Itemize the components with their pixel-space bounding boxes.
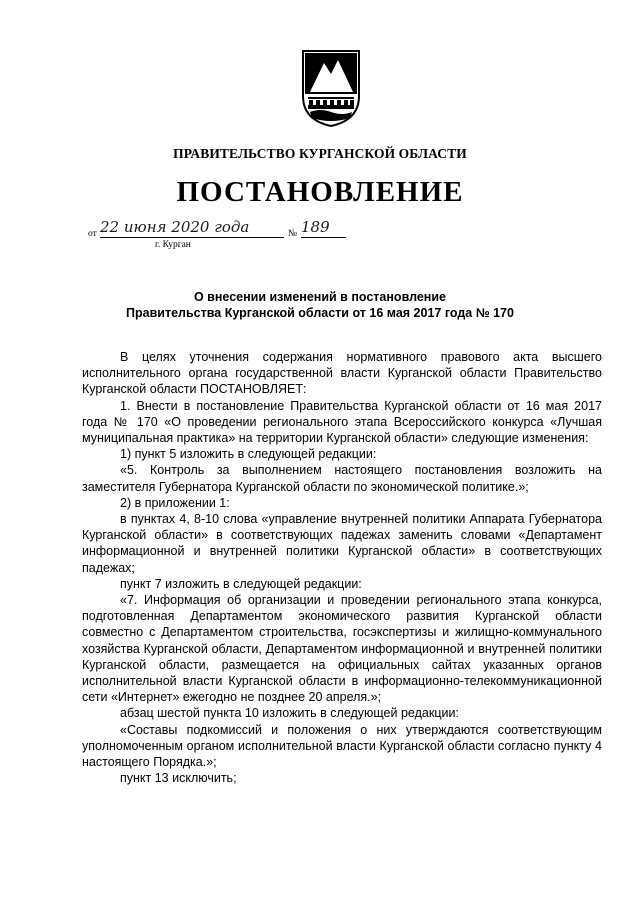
paragraph: В целях уточнения содержания нормативного правового акта высшего исполнительного органа государственной власти Курганской области Правительство Курганской области ПОСТАНОВЛЯЕТ: bbox=[82, 350, 602, 397]
paragraph: 1) пункт 5 изложить в следующей редакции: bbox=[120, 447, 377, 462]
date-handwritten: 22 июня 2020 года bbox=[100, 218, 250, 236]
paragraph: в пунктах 4, 8-10 слова «управление внутренней политики Аппарата Губернатора Курганской области» в соответствующих падежах заменить словами «Департамент информационной и внутренней политики Курганской области» в соответствующих падежах; bbox=[82, 512, 602, 575]
number-prefix: № bbox=[288, 229, 298, 239]
subject-line-2: Правительства Курганской области от 16 мая 2017 года № 170 bbox=[126, 306, 514, 320]
document-body bbox=[82, 349, 602, 786]
government-title: ПРАВИТЕЛЬСТВО КУРГАНСКОЙ ОБЛАСТИ bbox=[173, 146, 467, 161]
document-type-title: ПОСТАНОВЛЕНИЕ bbox=[176, 176, 464, 208]
paragraph: 1. Внести в постановление Правительства Курганской области от 16 мая 2017 года № 170 «О проведении регионального этапа Всероссийского конкурса «Лучшая муниципальная практика» на территории Курганской области» следующие изменения: bbox=[82, 398, 602, 446]
date-underline bbox=[100, 237, 284, 238]
subject-line-1: О внесении изменений в постановление bbox=[193, 290, 446, 304]
paragraph: «5. Контроль за выполнением настоящего постановления возложить на заместителя Губернатора Курганской области по экономической политике.»; bbox=[82, 463, 602, 494]
number-underline bbox=[301, 237, 346, 238]
coat-of-arms-icon bbox=[300, 48, 362, 128]
paragraph: «Составы подкомиссий и положения о них утверждаются соответствующим уполномоченным органом исполнительной власти Курганской области согласно пункту 4 настоящего Порядка.»; bbox=[82, 722, 602, 770]
paragraph: пункт 13 исключить; bbox=[120, 771, 237, 786]
paragraph: 2) в приложении 1: bbox=[120, 495, 230, 510]
city-label: г. Курган bbox=[155, 240, 191, 250]
paragraph: «7. Информация об организации и проведении регионального этапа конкурса, подготовленная Департаментом экономического развития Курганской области совместно с Департаментом строительства, госэкспертизы и жилищно-коммунального хозяйства Курганской области, Департаментом информационной и внутренней политики Курганской области, размещается на официальных сайтах указанных органов исполнительной власти Курганской области в информационно-телекоммуникационной сети «Интернет» ежегодно не позднее 20 апреля.»; bbox=[82, 593, 602, 705]
paragraph: пункт 7 изложить в следующей редакции: bbox=[120, 576, 362, 591]
date-number-row bbox=[88, 218, 358, 242]
number-handwritten: 189 bbox=[301, 218, 330, 236]
document-subject bbox=[0, 289, 640, 321]
paragraph: абзац шестой пункта 10 изложить в следующей редакции: bbox=[120, 706, 459, 721]
date-prefix: от bbox=[88, 229, 97, 239]
